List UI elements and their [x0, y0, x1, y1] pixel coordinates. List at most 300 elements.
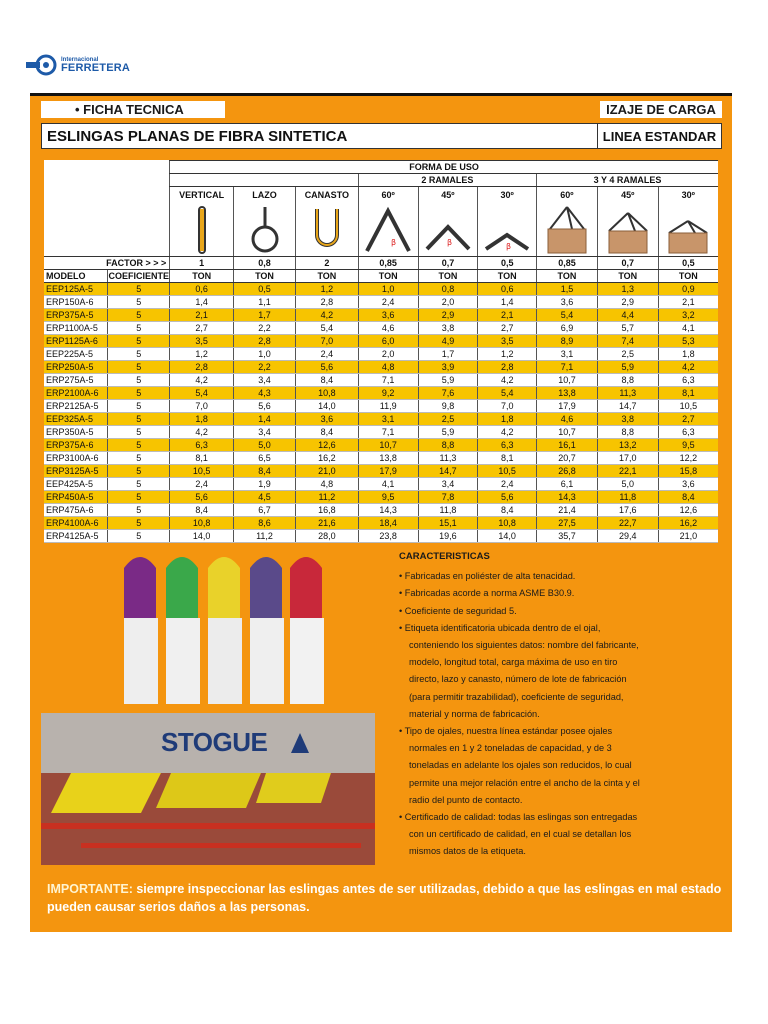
brand-triangle-icon: [291, 733, 309, 753]
caracteristica-item: • Coeficiente de seguridad 5.: [399, 605, 517, 616]
capacity-cell: 14,3: [358, 504, 418, 517]
capacity-cell: 11,3: [418, 452, 478, 465]
capacity-cell: 11,8: [597, 491, 658, 504]
caracteristica-item: • Fabricadas acorde a norma ASME B30.9.: [399, 588, 575, 599]
capacity-cell: 4,8: [295, 478, 358, 491]
capacity-cell: 7,0: [170, 400, 234, 413]
capacity-cell: 9,5: [358, 491, 418, 504]
model-cell: ERP375A-6: [44, 439, 108, 452]
capacity-cell: 20,7: [537, 452, 598, 465]
capacity-cell: 7,1: [358, 426, 418, 439]
four-leg-30-box-icon: [663, 205, 713, 255]
capacity-cell: 3,2: [658, 309, 718, 322]
capacity-cell: 23,8: [358, 530, 418, 543]
table-row: [44, 322, 718, 335]
unit-header: TON: [418, 270, 478, 283]
unit-header: TON: [358, 270, 418, 283]
capacity-cell: 10,8: [295, 387, 358, 400]
usage-label: 60º: [381, 190, 395, 200]
usage-label: 45º: [621, 190, 635, 200]
capacity-cell: 1,0: [358, 283, 418, 296]
caracteristica-item: • Tipo de ojales, nuestra línea estándar posee ojales normales en 1 y 2 toneladas de capacidad, y de 3 toneladas en adelante los ojales son reducidos, lo cual permite una mejor relación entre el ancho de la cinta y el radio del punto de contacto.: [399, 726, 640, 805]
capacity-cell: 3,4: [234, 374, 296, 387]
caracteristica-item: • Certificado de calidad: todas las eslingas son entregadas con un certificado de calidad, en el cual se detallan los mismos datos de la etiqueta.: [399, 812, 638, 857]
capacity-cell: 4,5: [234, 491, 296, 504]
capacity-cell: 9,8: [418, 400, 478, 413]
table-row: [44, 426, 718, 439]
capacity-cell: 4,2: [170, 374, 234, 387]
capacity-cell: 2,9: [597, 296, 658, 309]
capacity-cell: 26,8: [537, 465, 598, 478]
capacity-cell: 11,9: [358, 400, 418, 413]
capacity-cell: 1,2: [170, 348, 234, 361]
capacity-cell: 4,2: [658, 361, 718, 374]
table-row: [44, 335, 718, 348]
capacity-cell: 1,4: [478, 296, 537, 309]
capacity-cell: 3,8: [418, 322, 478, 335]
capacity-cell: 16,2: [295, 452, 358, 465]
capacity-cell: 5,0: [234, 439, 296, 452]
capacity-cell: 5,9: [418, 426, 478, 439]
unit-header: TON: [170, 270, 234, 283]
table-row: [44, 309, 718, 322]
capacity-cell: 9,2: [358, 387, 418, 400]
capacity-cell: 8,9: [537, 335, 598, 348]
capacity-cell: 1,8: [170, 413, 234, 426]
capacity-cell: 14,0: [170, 530, 234, 543]
capacity-cell: 10,8: [170, 517, 234, 530]
capacity-cell: 1,2: [295, 283, 358, 296]
capacity-cell: 4,9: [418, 335, 478, 348]
capacity-cell: 35,7: [537, 530, 598, 543]
coef-cell: 5: [108, 478, 170, 491]
capacity-cell: 6,3: [170, 439, 234, 452]
capacity-cell: 5,6: [295, 361, 358, 374]
capacity-cell: 12,2: [658, 452, 718, 465]
capacity-cell: 6,1: [537, 478, 598, 491]
coef-cell: 5: [108, 309, 170, 322]
model-cell: ERP375A-5: [44, 309, 108, 322]
logo-big-text: FERRETERA: [61, 61, 131, 74]
capacity-cell: 5,4: [537, 309, 598, 322]
table-row: [44, 478, 718, 491]
capacity-cell: 10,8: [478, 517, 537, 530]
table-row: [44, 413, 718, 426]
capacity-cell: 13,8: [358, 452, 418, 465]
capacity-cell: 0,9: [658, 283, 718, 296]
capacity-cell: 2,8: [295, 296, 358, 309]
capacity-cell: 4,6: [537, 413, 598, 426]
model-cell: EEP125A-5: [44, 283, 108, 296]
capacity-cell: 14,7: [418, 465, 478, 478]
capacity-cell: 5,6: [234, 400, 296, 413]
brand-sign: STOGUE: [161, 727, 268, 757]
capacity-cell: 10,5: [170, 465, 234, 478]
capacity-cell: 1,8: [658, 348, 718, 361]
table-row: [44, 400, 718, 413]
capacity-cell: 15,1: [418, 517, 478, 530]
factor-value: 0,7: [418, 257, 478, 270]
capacity-cell: 7,8: [418, 491, 478, 504]
capacity-cell: 3,4: [234, 426, 296, 439]
capacity-cell: 3,5: [478, 335, 537, 348]
ficha-tecnica-label: • FICHA TECNICA: [41, 101, 225, 118]
capacity-cell: 6,3: [658, 374, 718, 387]
usage-canasto: [295, 187, 358, 257]
table-row: [44, 387, 718, 400]
capacity-cell: 1,9: [234, 478, 296, 491]
capacity-cell: 4,6: [358, 322, 418, 335]
capacity-cell: 5,7: [597, 322, 658, 335]
capacity-cell: 4,2: [478, 426, 537, 439]
usage-lazo: [234, 187, 296, 257]
capacity-cell: 5,4: [478, 387, 537, 400]
factor-value: 0,5: [478, 257, 537, 270]
linea-label: LINEA ESTANDAR: [597, 124, 721, 148]
coef-cell: 5: [108, 387, 170, 400]
capacity-cell: 1,8: [478, 413, 537, 426]
capacity-cell: 4,2: [478, 374, 537, 387]
capacity-cell: 5,4: [295, 322, 358, 335]
capacity-cell: 29,4: [597, 530, 658, 543]
factor-label: FACTOR > > >: [44, 257, 170, 270]
model-cell: EEP325A-5: [44, 413, 108, 426]
group-2-ramales: 2 RAMALES: [358, 174, 536, 187]
capacity-cell: 10,7: [358, 439, 418, 452]
coef-cell: 5: [108, 335, 170, 348]
capacity-cell: 8,4: [234, 465, 296, 478]
capacity-cell: 8,4: [295, 426, 358, 439]
capacity-cell: 2,9: [418, 309, 478, 322]
svg-text:β: β: [391, 238, 397, 247]
capacity-cell: 2,7: [478, 322, 537, 335]
caracteristica-item: • Fabricadas en poliéster de alta tenacidad.: [399, 571, 576, 582]
capacity-cell: 13,8: [537, 387, 598, 400]
capacity-cell: 1,7: [418, 348, 478, 361]
capacity-cell: 3,5: [170, 335, 234, 348]
unit-header: TON: [478, 270, 537, 283]
two-leg-45-icon: [423, 205, 473, 255]
capacity-cell: 2,5: [418, 413, 478, 426]
usage-2r-30: [478, 187, 537, 257]
capacity-cell: 2,5: [597, 348, 658, 361]
capacity-cell: 22,7: [597, 517, 658, 530]
table-row: [44, 374, 718, 387]
usage-label: 30º: [500, 190, 514, 200]
model-cell: ERP250A-5: [44, 361, 108, 374]
capacity-cell: 3,8: [597, 413, 658, 426]
usage-34r-60: [537, 187, 598, 257]
coef-cell: 5: [108, 348, 170, 361]
capacity-cell: 2,4: [478, 478, 537, 491]
capacity-cell: 8,1: [658, 387, 718, 400]
factor-value: 0,8: [234, 257, 296, 270]
vertical-sling-icon: [192, 205, 212, 255]
caracteristicas-section: [399, 548, 645, 866]
capacity-cell: 16,8: [295, 504, 358, 517]
capacity-cell: 8,8: [418, 439, 478, 452]
caracteristicas-title: CARACTERISTICAS: [399, 551, 490, 562]
capacity-cell: 14,0: [478, 530, 537, 543]
capacity-cell: 2,4: [358, 296, 418, 309]
capacity-cell: 5,6: [478, 491, 537, 504]
table-row: [44, 348, 718, 361]
logo-small-text: Internacional: [61, 56, 99, 63]
title-bar: [41, 123, 722, 149]
unit-header: TON: [658, 270, 718, 283]
modelo-header: MODELO: [44, 270, 108, 283]
usage-label: 30º: [681, 190, 695, 200]
capacity-cell: 3,6: [295, 413, 358, 426]
capacity-cell: 0,5: [234, 283, 296, 296]
capacity-cell: 21,0: [658, 530, 718, 543]
capacity-cell: 1,4: [234, 413, 296, 426]
usage-label: LAZO: [252, 190, 277, 200]
colored-slings-image: [110, 548, 336, 710]
capacity-cell: 2,0: [418, 296, 478, 309]
capacity-cell: 18,4: [358, 517, 418, 530]
two-leg-60-icon: [363, 205, 413, 255]
page-title: ESLINGAS PLANAS DE FIBRA SINTETICA: [47, 128, 348, 145]
capacity-cell: 10,7: [537, 426, 598, 439]
usage-label: VERTICAL: [179, 190, 225, 200]
choker-sling-icon: [247, 205, 283, 255]
capacity-cell: 4,3: [234, 387, 296, 400]
capacity-cell: 6,3: [658, 426, 718, 439]
capacity-cell: 1,5: [537, 283, 598, 296]
factor-value: 0,5: [658, 257, 718, 270]
capacity-cell: 22,1: [597, 465, 658, 478]
model-cell: ERP275A-5: [44, 374, 108, 387]
logo-icon: [26, 54, 58, 76]
company-logo: [26, 54, 130, 76]
model-cell: ERP2125A-5: [44, 400, 108, 413]
basket-sling-icon: [309, 205, 345, 255]
capacity-cell: 4,2: [170, 426, 234, 439]
capacity-cell: 7,4: [597, 335, 658, 348]
usage-2r-60: [358, 187, 418, 257]
important-notice: [47, 880, 722, 916]
svg-text:β: β: [506, 242, 512, 251]
two-leg-30-icon: [482, 205, 532, 255]
capacity-cell: 8,8: [597, 426, 658, 439]
coef-cell: 5: [108, 439, 170, 452]
capacity-cell: 11,8: [418, 504, 478, 517]
coeficiente-header: COEFICIENTE: [108, 271, 170, 281]
svg-text:β: β: [446, 238, 453, 247]
capacity-table: [44, 160, 718, 543]
capacity-cell: 3,6: [658, 478, 718, 491]
unit-header: TON: [597, 270, 658, 283]
capacity-cell: 3,1: [358, 413, 418, 426]
capacity-cell: 16,2: [658, 517, 718, 530]
factor-value: 1: [170, 257, 234, 270]
model-cell: ERP3100A-6: [44, 452, 108, 465]
table-row: [44, 296, 718, 309]
capacity-cell: 5,9: [597, 361, 658, 374]
capacity-cell: 8,4: [170, 504, 234, 517]
capacity-cell: 1,7: [234, 309, 296, 322]
capacity-cell: 3,6: [537, 296, 598, 309]
capacity-cell: 21,4: [537, 504, 598, 517]
four-leg-60-box-icon: [542, 205, 592, 255]
capacity-cell: 12,6: [295, 439, 358, 452]
model-cell: ERP4100A-6: [44, 517, 108, 530]
table-row: [44, 439, 718, 452]
model-cell: ERP1100A-5: [44, 322, 108, 335]
factor-value: 2: [295, 257, 358, 270]
capacity-cell: 27,5: [537, 517, 598, 530]
capacity-cell: 4,8: [358, 361, 418, 374]
four-leg-45-box-icon: [603, 205, 653, 255]
capacity-cell: 17,6: [597, 504, 658, 517]
coef-cell: 5: [108, 400, 170, 413]
capacity-cell: 1,1: [234, 296, 296, 309]
capacity-cell: 7,1: [537, 361, 598, 374]
capacity-cell: 2,8: [234, 335, 296, 348]
unit-header: TON: [234, 270, 296, 283]
capacity-cell: 7,1: [358, 374, 418, 387]
capacity-cell: 3,4: [418, 478, 478, 491]
capacity-cell: 6,3: [478, 439, 537, 452]
capacity-cell: 14,0: [295, 400, 358, 413]
important-text: siempre inspeccionar las eslingas antes de ser utilizadas, debido a que las eslingas en mal estado pueden causar serios daños a las personas.: [47, 882, 722, 914]
forma-de-uso-header: FORMA DE USO: [170, 161, 718, 174]
capacity-cell: 7,0: [478, 400, 537, 413]
capacity-cell: 6,9: [537, 322, 598, 335]
model-cell: EEP225A-5: [44, 348, 108, 361]
coef-cell: 5: [108, 361, 170, 374]
table-row: [44, 517, 718, 530]
usage-34r-30: [658, 187, 718, 257]
coef-cell: 5: [108, 296, 170, 309]
capacity-cell: 4,1: [658, 322, 718, 335]
unit-header: TON: [295, 270, 358, 283]
capacity-cell: 2,7: [170, 322, 234, 335]
capacity-cell: 5,3: [658, 335, 718, 348]
usage-label: 45º: [441, 190, 455, 200]
capacity-cell: 5,9: [418, 374, 478, 387]
capacity-cell: 11,2: [295, 491, 358, 504]
capacity-cell: 2,2: [234, 361, 296, 374]
model-cell: ERP475A-6: [44, 504, 108, 517]
important-heading: IMPORTANTE:: [47, 882, 133, 896]
capacity-cell: 8,1: [478, 452, 537, 465]
coef-cell: 5: [108, 452, 170, 465]
capacity-cell: 14,3: [537, 491, 598, 504]
model-cell: ERP1125A-6: [44, 335, 108, 348]
capacity-cell: 6,5: [234, 452, 296, 465]
capacity-cell: 14,7: [597, 400, 658, 413]
capacity-cell: 9,5: [658, 439, 718, 452]
usage-label: CANASTO: [304, 190, 350, 200]
capacity-cell: 4,2: [295, 309, 358, 322]
table-row: [44, 530, 718, 543]
coef-cell: 5: [108, 283, 170, 296]
capacity-cell: 1,3: [597, 283, 658, 296]
table-row: [44, 452, 718, 465]
capacity-cell: 0,6: [170, 283, 234, 296]
capacity-cell: 0,6: [478, 283, 537, 296]
capacity-cell: 3,6: [358, 309, 418, 322]
table-row: [44, 504, 718, 517]
table-row: [44, 465, 718, 478]
capacity-cell: 2,1: [658, 296, 718, 309]
capacity-cell: 7,6: [418, 387, 478, 400]
model-cell: ERP3125A-5: [44, 465, 108, 478]
model-cell: EEP425A-5: [44, 478, 108, 491]
capacity-cell: 8,4: [658, 491, 718, 504]
capacity-cell: 8,1: [170, 452, 234, 465]
usage-label: 60º: [560, 190, 574, 200]
capacity-cell: 17,0: [597, 452, 658, 465]
capacity-cell: 17,9: [358, 465, 418, 478]
model-cell: ERP2100A-6: [44, 387, 108, 400]
capacity-cell: 16,1: [537, 439, 598, 452]
model-cell: ERP4125A-5: [44, 530, 108, 543]
capacity-cell: 8,6: [234, 517, 296, 530]
capacity-cell: 13,2: [597, 439, 658, 452]
model-cell: ERP150A-6: [44, 296, 108, 309]
capacity-cell: 28,0: [295, 530, 358, 543]
capacity-cell: 2,7: [658, 413, 718, 426]
table-row: [44, 361, 718, 374]
capacity-cell: 8,8: [597, 374, 658, 387]
capacity-cell: 2,8: [170, 361, 234, 374]
capacity-cell: 2,1: [170, 309, 234, 322]
slings-photo: [110, 548, 336, 710]
table-row: [44, 283, 718, 296]
coef-cell: 5: [108, 465, 170, 478]
capacity-cell: 2,1: [478, 309, 537, 322]
capacity-cell: 15,8: [658, 465, 718, 478]
capacity-cell: 1,4: [170, 296, 234, 309]
coef-cell: 5: [108, 530, 170, 543]
coef-cell: 5: [108, 426, 170, 439]
capacity-cell: 11,2: [234, 530, 296, 543]
capacity-cell: 2,8: [478, 361, 537, 374]
model-cell: ERP350A-5: [44, 426, 108, 439]
capacity-cell: 2,0: [358, 348, 418, 361]
capacity-cell: 12,6: [658, 504, 718, 517]
usage-vertical: [170, 187, 234, 257]
group-3-4-ramales: 3 Y 4 RAMALES: [537, 174, 718, 187]
capacity-cell: 2,4: [295, 348, 358, 361]
capacity-cell: 5,4: [170, 387, 234, 400]
capacity-cell: 4,1: [358, 478, 418, 491]
factor-value: 0,85: [537, 257, 598, 270]
capacity-cell: 0,8: [418, 283, 478, 296]
capacity-cell: 21,6: [295, 517, 358, 530]
coef-cell: 5: [108, 374, 170, 387]
coef-cell: 5: [108, 413, 170, 426]
capacity-cell: 4,4: [597, 309, 658, 322]
capacity-cell: 1,0: [234, 348, 296, 361]
factor-value: 0,85: [358, 257, 418, 270]
capacity-cell: 1,2: [478, 348, 537, 361]
capacity-cell: 6,7: [234, 504, 296, 517]
capacity-cell: 8,4: [478, 504, 537, 517]
capacity-cell: 21,0: [295, 465, 358, 478]
capacity-cell: 10,5: [478, 465, 537, 478]
coef-cell: 5: [108, 504, 170, 517]
izaje-label: IZAJE DE CARGA: [600, 101, 722, 118]
caracteristica-item: • Etiqueta identificatoria ubicada dentro de el ojal, conteniendo los siguientes datos: nombre del fabricante, modelo, longitud total, carga máxima de uso en tiro directo, lazo y canasto, número de lote de fabricación (para permitir trazabilidad), coeficiente de seguridad, material y norma de fabricación.: [399, 622, 639, 719]
capacity-cell: 3,9: [418, 361, 478, 374]
usage-2r-45: [418, 187, 478, 257]
capacity-cell: 2,4: [170, 478, 234, 491]
factory-photo: [41, 713, 375, 865]
